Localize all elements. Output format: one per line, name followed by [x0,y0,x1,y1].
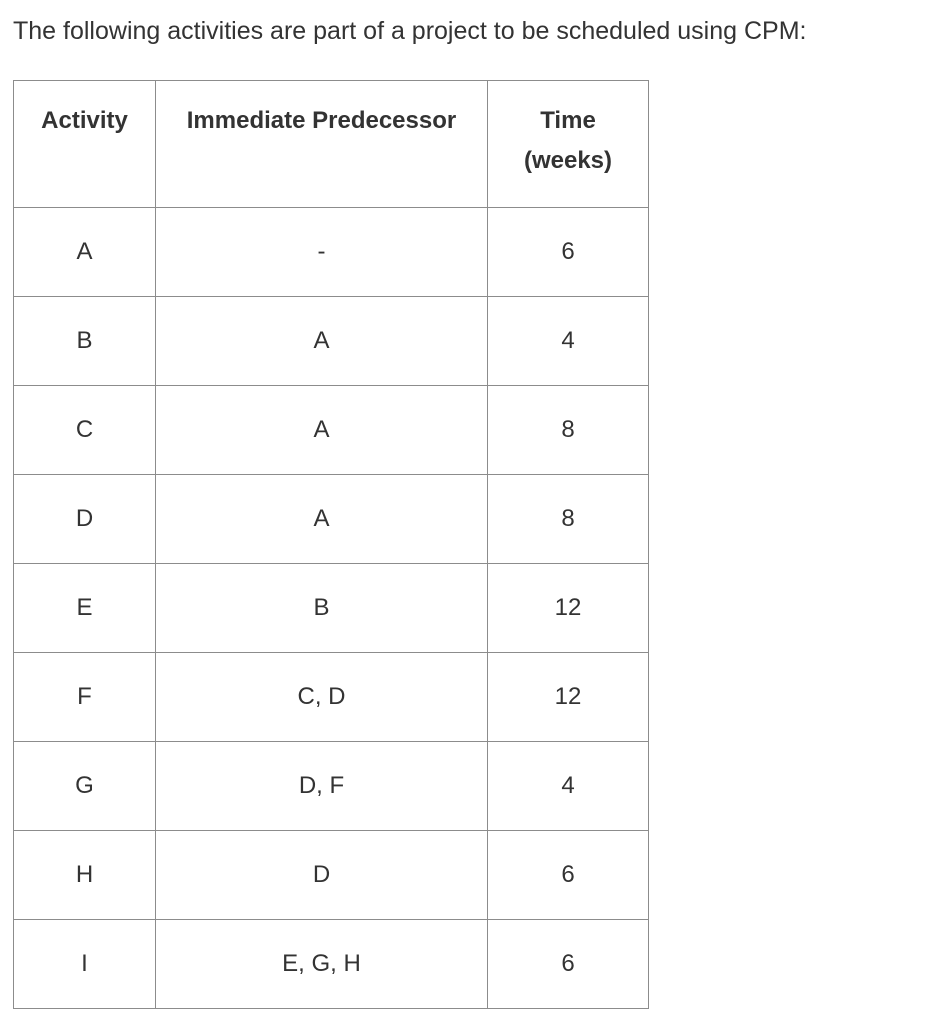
header-immediate-predecessor: Immediate Predecessor [156,81,488,208]
cell-activity: E [14,564,156,653]
intro-text: The following activities are part of a project to be scheduled using CPM: [13,17,807,45]
table-row [14,475,649,564]
cell-activity: F [14,653,156,742]
table-row [14,564,649,653]
activity-table [13,80,649,1009]
table-row [14,653,649,742]
cell-activity: H [14,831,156,920]
cell-predecessor: C, D [156,653,488,742]
table-row [14,386,649,475]
cell-predecessor: B [156,564,488,653]
table-row [14,831,649,920]
cell-activity: C [14,386,156,475]
cell-time: 6 [488,920,649,1009]
header-time-label: Time [540,107,596,134]
cell-predecessor: A [156,386,488,475]
cell-time: 8 [488,386,649,475]
cell-predecessor: - [156,208,488,297]
cell-activity: A [14,208,156,297]
cell-predecessor: E, G, H [156,920,488,1009]
table-header-row [14,81,649,208]
header-activity: Activity [14,81,156,208]
cell-activity: B [14,297,156,386]
cell-time: 6 [488,831,649,920]
cell-predecessor: D [156,831,488,920]
cell-predecessor: A [156,297,488,386]
cell-time: 8 [488,475,649,564]
header-time [488,81,649,208]
cell-time: 4 [488,742,649,831]
table-row [14,742,649,831]
cell-activity: G [14,742,156,831]
cell-time: 12 [488,564,649,653]
cell-time: 12 [488,653,649,742]
cell-time: 4 [488,297,649,386]
table-row [14,208,649,297]
table-row [14,920,649,1009]
cell-activity: D [14,475,156,564]
table-row [14,297,649,386]
header-time-unit: (weeks) [523,147,613,174]
cell-activity: I [14,920,156,1009]
cell-predecessor: D, F [156,742,488,831]
cell-predecessor: A [156,475,488,564]
cell-time: 6 [488,208,649,297]
